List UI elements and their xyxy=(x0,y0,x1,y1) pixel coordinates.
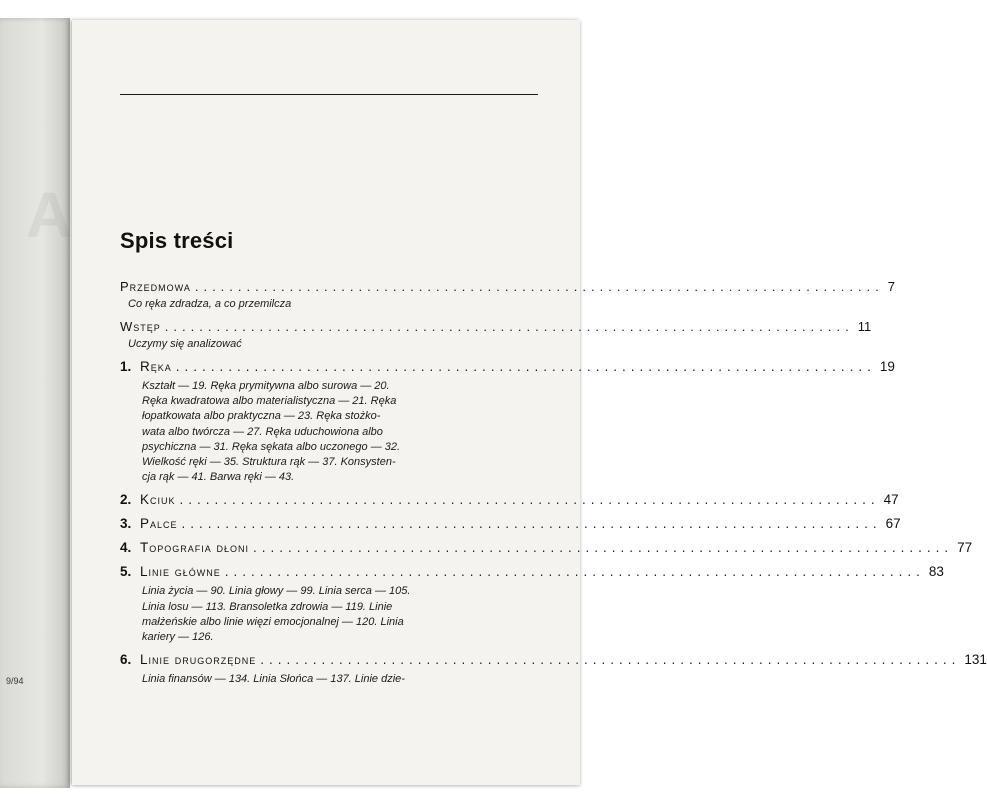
contents-line: łopatkowata albo praktyczna — 23. Ręka stożko- xyxy=(142,410,381,423)
show-through-letter: A xyxy=(26,179,73,251)
toc-entry-chapter-6 xyxy=(120,651,987,669)
contents-line: Linia finansów — 134. Linia Słońca — 137. Linie dzie- xyxy=(142,673,405,686)
book-page xyxy=(72,20,987,785)
table-of-contents xyxy=(120,278,987,689)
toc-page-number: 77 xyxy=(957,540,973,556)
toc-entry-chapter-4 xyxy=(120,539,973,557)
toc-entry-subtitle: Uczymy się analizować xyxy=(128,338,242,350)
dot-leader: ................................................................................ xyxy=(175,359,876,374)
dot-leader: ................................................................................ xyxy=(194,279,884,294)
dot-leader: ................................................................................ xyxy=(260,652,961,668)
page-title: Spis treści xyxy=(120,228,234,253)
dot-leader: ................................................................................ xyxy=(179,492,880,508)
toc-page-number: 19 xyxy=(879,359,895,374)
dot-leader: ................................................................................ xyxy=(224,564,925,580)
toc-page-number: 67 xyxy=(885,516,901,532)
chapter-number: 6. xyxy=(120,652,132,668)
chapter-number: 5. xyxy=(120,564,132,580)
toc-entry-wstep xyxy=(120,318,872,336)
toc-entry-chapter-3 xyxy=(120,515,901,533)
contents-line: Linia losu — 113. Bransoletka zdrowia — 119. Linie xyxy=(142,600,393,613)
toc-entry-label: Linie główne xyxy=(140,564,221,580)
contents-line: Ręka kwadratowa albo materialistyczna — 21. Ręka xyxy=(142,395,397,408)
toc-page-number: 47 xyxy=(883,492,899,508)
contents-line: cja rąk — 41. Barwa ręki — 43. xyxy=(142,471,295,484)
page-marker: 9/94 xyxy=(6,676,24,686)
contents-line: psychiczna — 31. Ręka sękata albo uczonego — 32. xyxy=(142,440,401,453)
contents-line: małżeńskie albo linie więzi emocjonalnej — 120. Linia xyxy=(142,615,404,628)
dot-leader: ................................................................................ xyxy=(253,540,954,556)
chapter-contents xyxy=(120,379,534,485)
toc-page-number: 131 xyxy=(964,652,987,668)
toc-entry-chapter-1 xyxy=(120,358,895,376)
toc-entry-label: Wstęp xyxy=(120,319,161,334)
toc-page-number: 83 xyxy=(928,564,944,580)
contents-line: Linia życia — 90. Linia głowy — 99. Linia serca — 105. xyxy=(142,585,411,598)
toc-entry-przedmowa xyxy=(120,278,896,296)
chapter-number: 1. xyxy=(120,359,132,374)
toc-entry-chapter-5 xyxy=(120,563,944,581)
toc-entry-label: Kciuk xyxy=(140,492,176,508)
header-rule xyxy=(120,94,538,95)
toc-page-number: 7 xyxy=(887,279,896,294)
contents-line: wata albo twórcza — 27. Ręka uduchowiona albo xyxy=(142,425,383,438)
toc-entry-chapter-2 xyxy=(120,491,899,509)
chapter-number: 2. xyxy=(120,492,132,508)
toc-entry-label: Linie drugorzędne xyxy=(140,652,257,668)
dot-leader: ................................................................................ xyxy=(181,516,882,532)
contents-line: Wielkość ręki — 35. Struktura rąk — 37. Konsysten- xyxy=(142,456,396,469)
toc-entry-label: Ręka xyxy=(140,359,172,374)
toc-entry-label: Topografia dłoni xyxy=(140,540,250,556)
toc-entry-label: Przedmowa xyxy=(120,279,191,294)
chapter-number: 4. xyxy=(120,540,132,556)
chapter-number: 3. xyxy=(120,516,132,532)
toc-entry-label: Palce xyxy=(140,516,178,532)
contents-line: kariery — 126. xyxy=(142,631,214,644)
chapter-contents xyxy=(120,672,534,687)
toc-page-number: 11 xyxy=(857,319,872,334)
chapter-contents xyxy=(120,584,534,645)
dot-leader: ................................................................................ xyxy=(164,319,854,334)
previous-page-edge xyxy=(0,18,73,788)
toc-entry-subtitle: Co ręka zdradza, a co przemilcza xyxy=(128,298,292,310)
contents-line: Kształt — 19. Ręka prymitywna albo surowa — 20. xyxy=(142,380,390,392)
